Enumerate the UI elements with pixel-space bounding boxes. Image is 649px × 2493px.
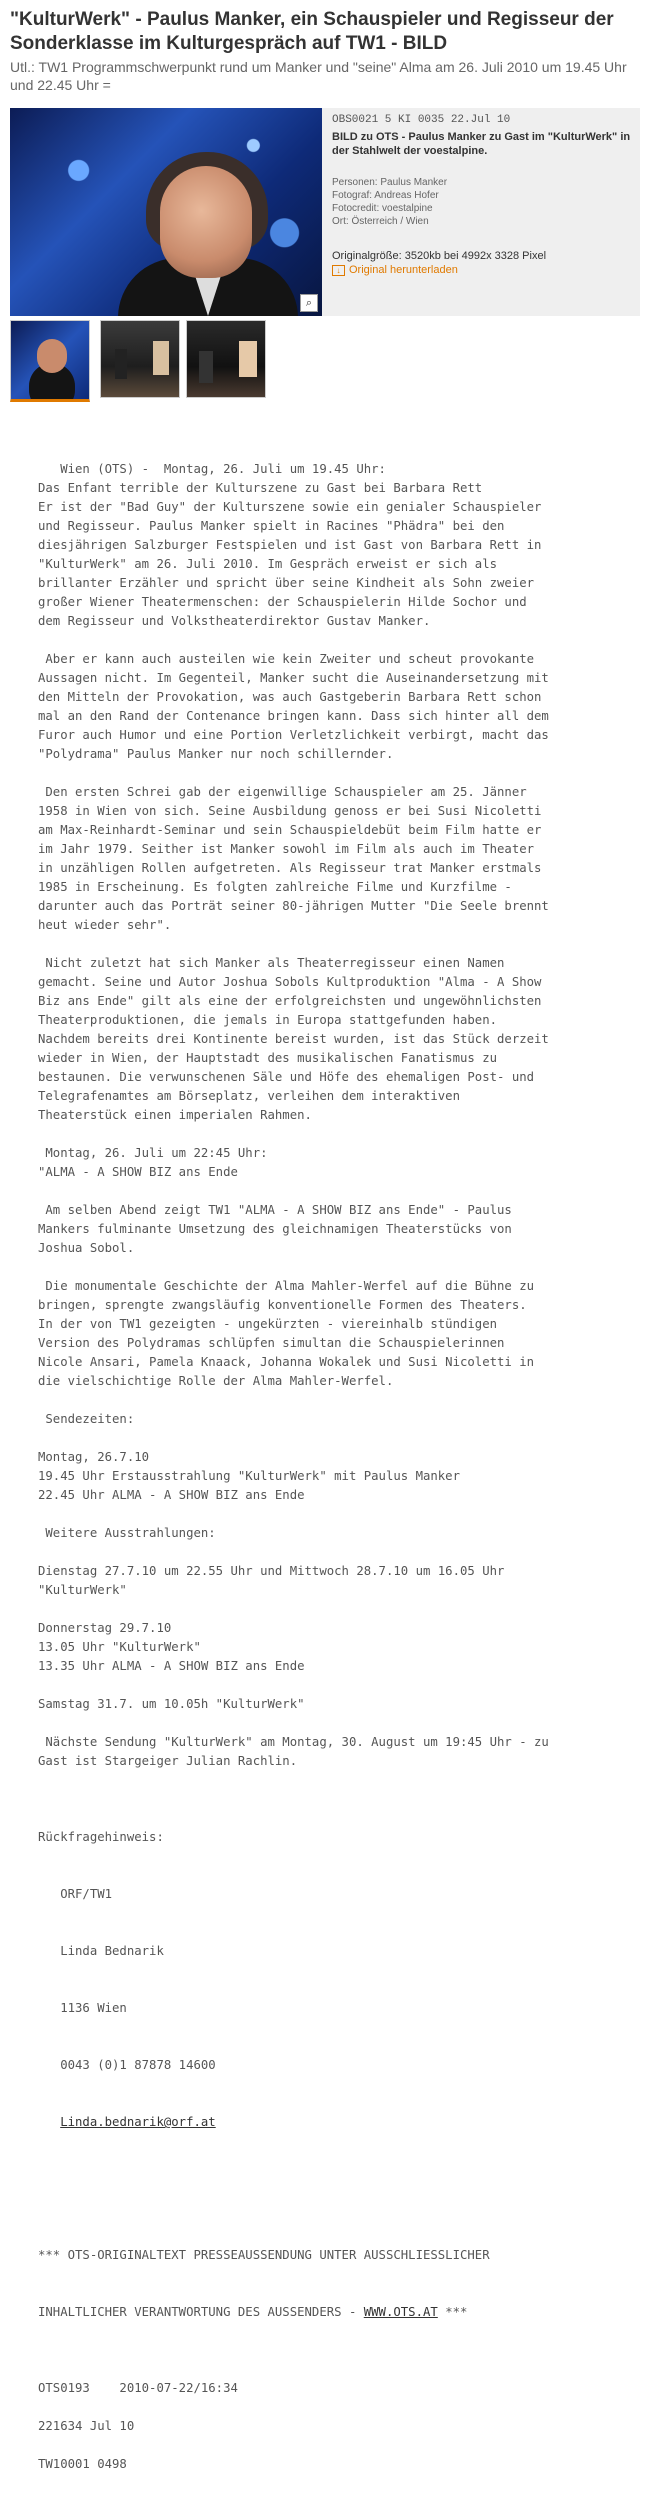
article-line: in unzähligen Rollen aufgetreten. Als Regisseur trat Manker erstmals (38, 861, 542, 875)
disclaimer-prefix: INHALTLICHER VERANTWORTUNG DES AUSSENDERS - (38, 2305, 364, 2319)
article-line: den Mitteln der Provokation, was auch Gastgeberin Barbara Rett schon (38, 690, 542, 704)
photo-figure-head (160, 166, 252, 278)
ots-id: OTS0193 2010-07-22/16:34 (38, 2381, 238, 2395)
article-line: diesjährigen Salzburger Festspielen und ist Gast von Barbara Rett in (38, 538, 542, 552)
article-line: Furor auch Humor und eine Portion Verletzlichkeit verbirgt, macht das (38, 728, 549, 742)
photo-credit: Fotocredit: voestalpine (332, 203, 433, 214)
contact-line: Linda Bednarik (38, 1944, 164, 1958)
article-line: und Regisseur. Paulus Manker spielt in Racines "Phädra" bei den (38, 519, 505, 533)
subline: Utl.: TW1 Programmschwerpunkt rund um Manker und "seine" Alma am 26. Juli 2010 um 19.45 Uhr und 22.45 Uhr = (10, 59, 627, 93)
article-paragraph (38, 1448, 638, 1505)
article-line: Sendezeiten: (38, 1412, 135, 1426)
article-line: brillanter Erzähler und spricht über seine Kindheit als Sohn zweier (38, 576, 535, 590)
article-line: Gast ist Stargeiger Julian Rachlin. (38, 1754, 298, 1768)
contact-title: Rückfragehinweis: (38, 1830, 164, 1844)
article-line: Samstag 31.7. um 10.05h "KulturWerk" (38, 1697, 305, 1711)
ots-link[interactable]: WWW.OTS.AT (363, 2305, 438, 2319)
article-line: im Jahr 1979. Seither ist Manker sowohl im Film als auch im Theater (38, 842, 535, 856)
article-line: Aussagen nicht. Im Gegenteil, Manker sucht die Auseinandersetzung mit (38, 671, 549, 685)
article-line: 22.45 Uhr ALMA - A SHOW BIZ ans Ende (38, 1488, 305, 1502)
article-line: bringen, sprengte zwangsläufig konventionelle Formen des Theaters. (38, 1298, 527, 1312)
article-line: "Polydrama" Paulus Manker nur noch schillernder. (38, 747, 394, 761)
article-line: Nachdem bereits drei Kontinente bereist wurden, ist das Stück derzeit (38, 1032, 549, 1046)
contact-line: ORF/TW1 (38, 1887, 113, 1901)
article-line: 19.45 Uhr Erstausstrahlung "KulturWerk" mit Paulus Manker (38, 1469, 460, 1483)
article-line: 1958 in Wien von sich. Seine Ausbildung genoss er bei Susi Nicoletti (38, 804, 542, 818)
photo-caption: BILD zu OTS - Paulus Manker zu Gast im "KulturWerk" in der Stahlwelt der voestalpine. (332, 131, 631, 157)
photo-persons: Personen: Paulus Manker (332, 177, 448, 188)
article-line: Die monumentale Geschichte der Alma Mahler-Werfel auf die Bühne zu (38, 1279, 535, 1293)
article-line: Nächste Sendung "KulturWerk" am Montag, 30. August um 19:45 Uhr - zu (38, 1735, 549, 1749)
media-box (10, 108, 640, 316)
article-paragraph (38, 1524, 638, 1543)
article-line: gemacht. Seine und Autor Joshua Sobols Kultproduktion "Alma - A Show (38, 975, 542, 989)
article-paragraph (38, 1562, 638, 1600)
article-paragraph (38, 460, 638, 631)
thumbnail-1[interactable] (10, 320, 90, 402)
article-line: Wien (OTS) - Montag, 26. Juli um 19.45 Uhr: (38, 462, 386, 476)
article-line: Biz ans Ende" gilt als eine der erfolgreichsten und ungewöhnlichsten (38, 994, 542, 1008)
article-line: "ALMA - A SHOW BIZ ans Ende (38, 1165, 238, 1179)
contact-line: 1136 Wien (38, 2001, 127, 2015)
article-paragraph (38, 1695, 638, 1714)
thumbnail-2[interactable] (100, 320, 180, 398)
article-line: Dienstag 27.7.10 um 22.55 Uhr und Mittwoch 28.7.10 um 16.05 Uhr (38, 1564, 505, 1578)
photo-photographer: Fotograf: Andreas Hofer (332, 190, 439, 201)
article-paragraph (38, 1619, 638, 1676)
article-line: heut wieder sehr". (38, 918, 172, 932)
article-body (38, 460, 638, 2493)
article-line: 13.05 Uhr "KulturWerk" (38, 1640, 201, 1654)
article-paragraph (38, 783, 638, 935)
contact-block (38, 1790, 638, 2170)
article-paragraph (38, 1410, 638, 1429)
ots-code: TW10001 0498 (38, 2457, 127, 2471)
photo-meta (332, 114, 632, 276)
article-paragraph (38, 1277, 638, 1391)
article-paragraph (38, 1144, 638, 1182)
download-label: Original herunterladen (349, 264, 458, 276)
article-paragraph (38, 1733, 638, 1771)
article-line: am Max-Reinhardt-Seminar und sein Schauspieldebüt beim Film hatte er (38, 823, 542, 837)
article-line: Montag, 26.7.10 (38, 1450, 150, 1464)
article-line: "KulturWerk" am 26. Juli 2010. Im Gespräch erweist er sich als (38, 557, 498, 571)
thumbnail-3[interactable] (186, 320, 266, 398)
article-line: 13.35 Uhr ALMA - A SHOW BIZ ans Ende (38, 1659, 305, 1673)
contact-line: 0043 (0)1 87878 14600 (38, 2058, 216, 2072)
photo-location: Ort: Österreich / Wien (332, 216, 429, 227)
article-line: dem Regisseur und Volkstheaterdirektor Gustav Manker. (38, 614, 431, 628)
article-paragraph (38, 954, 638, 1125)
article-line: mal an den Rand der Contenance bringen kann. Dass sich hinter all dem (38, 709, 549, 723)
article-line: Aber er kann auch austeilen wie kein Zweiter und scheut provokante (38, 652, 535, 666)
disclaimer (38, 2208, 638, 2360)
article-line: Donnerstag 29.7.10 (38, 1621, 172, 1635)
article-line: Nicole Ansari, Pamela Knaack, Johanna Wokalek und Susi Nicoletti in (38, 1355, 535, 1369)
article-line: Theaterstück einen imperialen Rahmen. (38, 1108, 312, 1122)
article-paragraphs (38, 460, 638, 1771)
article-line: bestaunen. Die verwunschenen Säle und Höfe des ehemaligen Post- und (38, 1070, 535, 1084)
disclaimer-suffix: *** (437, 2305, 468, 2319)
article-line: Er ist der "Bad Guy" der Kulturszene sowie ein genialer Schauspieler (38, 500, 542, 514)
photo-size: Originalgröße: 3520kb bei 4992x 3328 Pixel (332, 250, 547, 262)
article-line: darunter auch das Porträt seiner 80-jährigen Mutter "Die Seele brennt (38, 899, 549, 913)
article-line: die vielschichtige Rolle der Alma Mahler-Werfel. (38, 1374, 394, 1388)
download-link[interactable] (332, 264, 632, 276)
article-line: Den ersten Schrei gab der eigenwillige Schauspieler am 25. Jänner (38, 785, 527, 799)
article-line: wieder in Wien, der Hauptstadt des musikalischen Fanatismus zu (38, 1051, 498, 1065)
article-line: Mankers fulminante Umsetzung des gleichnamigen Theaterstücks von (38, 1222, 512, 1236)
article-line: Am selben Abend zeigt TW1 "ALMA - A SHOW BIZ ans Ende" - Paulus (38, 1203, 512, 1217)
article-line: Weitere Ausstrahlungen: (38, 1526, 216, 1540)
article-paragraph (38, 1201, 638, 1258)
ots-stamp: 221634 Jul 10 (38, 2419, 135, 2433)
article-line: Theaterproduktionen, die jemals in Europa stattgefunden haben. (38, 1013, 498, 1027)
article-line: In der von TW1 gezeigten - ungekürzten - viereinhalb stündigen (38, 1317, 498, 1331)
photo-info (332, 176, 632, 228)
article-line: "KulturWerk" (38, 1583, 127, 1597)
article-line: 1985 in Erscheinung. Es folgten zahlreiche Filme und Kurzfilme - (38, 880, 512, 894)
headline: "KulturWerk" - Paulus Manker, ein Schauspieler und Regisseur der Sonderklasse im Kulturgespräch auf TW1 - BILD (10, 9, 614, 54)
zoom-icon[interactable]: ⌕ (300, 294, 318, 312)
disclaimer-line-1: *** OTS-ORIGINALTEXT PRESSEAUSSENDUNG UNTER AUSSCHLIESSLICHER (38, 2248, 490, 2262)
article-line: Joshua Sobol. (38, 1241, 135, 1255)
download-icon: ↓ (332, 265, 345, 276)
article-paragraph (38, 650, 638, 764)
photo-code: OBS0021 5 KI 0035 22.Jul 10 (332, 114, 511, 126)
article-line: Das Enfant terrible der Kulturszene zu Gast bei Barbara Rett (38, 481, 483, 495)
article-line: Montag, 26. Juli um 22:45 Uhr: (38, 1146, 268, 1160)
article-line: Nicht zuletzt hat sich Manker als Theaterregisseur einen Namen (38, 956, 505, 970)
article-line: Telegrafenamtes am Börseplatz, verleihen dem interaktiven (38, 1089, 460, 1103)
article-line: Version des Polydramas schlüpfen simultan die Schauspielerinnen (38, 1336, 505, 1350)
article-line: großer Wiener Theatermenschen: der Schauspielerin Hilde Sochor und (38, 595, 527, 609)
contact-email-link[interactable]: Linda.bednarik@orf.at (60, 2115, 216, 2129)
main-photo[interactable] (10, 108, 322, 316)
